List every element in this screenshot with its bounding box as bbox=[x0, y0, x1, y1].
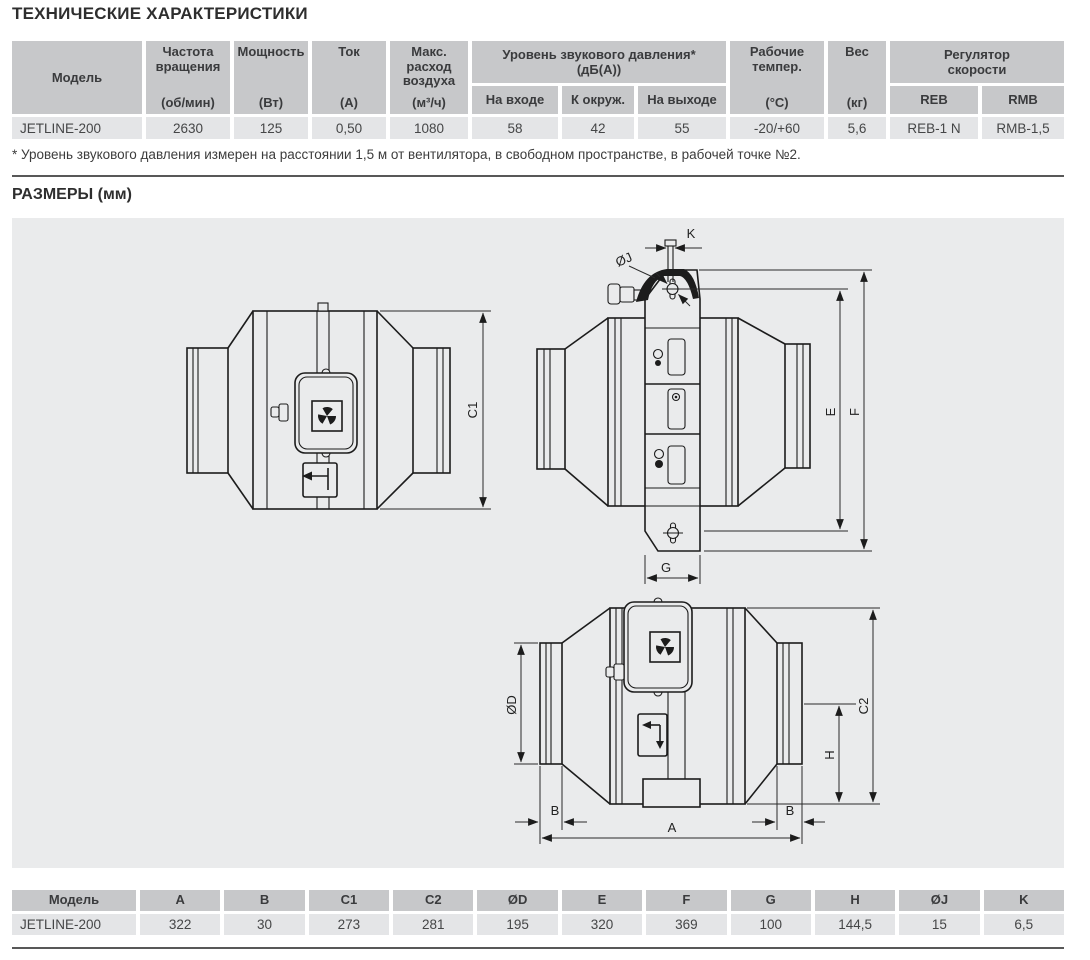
spec-value-weight: 5,6 bbox=[828, 117, 886, 139]
spec-table bbox=[12, 41, 1064, 139]
spec-value-reb: REB-1 N bbox=[890, 117, 978, 139]
spec-value-noise-inlet: 58 bbox=[472, 117, 558, 139]
spec-header-rmb: RMB bbox=[982, 86, 1064, 114]
spec-header-current: Ток (А) bbox=[312, 41, 386, 114]
dimensional-drawings-panel bbox=[12, 218, 1064, 868]
dims-value-e: 320 bbox=[562, 914, 642, 935]
spec-header-regulator-group: Регулятор скорости bbox=[890, 41, 1064, 83]
dims-value-od: 195 bbox=[477, 914, 557, 935]
divider bbox=[12, 175, 1064, 177]
dims-header-oj: ØJ bbox=[899, 890, 979, 911]
dims-header-c2: C2 bbox=[393, 890, 473, 911]
dims-value-c1: 273 bbox=[309, 914, 389, 935]
spec-header-airflow: Макс. расход воздуха (м³/ч) bbox=[390, 41, 468, 114]
drawing-mounting-view bbox=[504, 598, 880, 844]
page bbox=[12, 4, 1064, 949]
spec-value-power: 125 bbox=[234, 117, 308, 139]
dims-header-h: H bbox=[815, 890, 895, 911]
dim-label-e: E bbox=[823, 407, 838, 417]
spec-value-model: JETLINE-200 bbox=[12, 117, 142, 139]
spec-header-noise-group: Уровень звукового давления* (дБ(А)) bbox=[472, 41, 726, 83]
dims-value-a: 322 bbox=[140, 914, 220, 935]
dims-value-h: 144,5 bbox=[815, 914, 895, 935]
spec-value-noise-outlet: 55 bbox=[638, 117, 726, 139]
dims-header-f: F bbox=[646, 890, 726, 911]
dim-label-od: ØD bbox=[504, 695, 519, 715]
dims-header-e: E bbox=[562, 890, 642, 911]
dim-label-g: G bbox=[660, 560, 672, 575]
dim-label-h: H bbox=[822, 750, 837, 760]
spec-header-noise-outlet: На выходе bbox=[638, 86, 726, 114]
dim-label-b-left: B bbox=[550, 803, 560, 818]
dim-label-c1: C1 bbox=[465, 401, 480, 419]
spec-header-weight: Вес (кг) bbox=[828, 41, 886, 114]
dims-header-b: B bbox=[224, 890, 304, 911]
airflow-direction-icon bbox=[638, 714, 667, 756]
dims-header-model: Модель bbox=[12, 890, 136, 911]
spec-header-temp: Рабочие темпер. (°С) bbox=[730, 41, 824, 114]
spec-header-power: Мощность (Вт) bbox=[234, 41, 308, 114]
dims-value-b: 30 bbox=[224, 914, 304, 935]
footnote: * Уровень звукового давления измерен на расстоянии 1,5 м от вентилятора, в свободном пространстве, в рабочей точке №2. bbox=[12, 147, 801, 162]
dims-header-g: G bbox=[731, 890, 811, 911]
dim-label-c2: C2 bbox=[856, 697, 871, 715]
dims-header-c1: C1 bbox=[309, 890, 389, 911]
divider-bottom bbox=[12, 947, 1064, 949]
dims-value-k: 6,5 bbox=[984, 914, 1064, 935]
airflow-direction-icon bbox=[302, 463, 337, 497]
dims-header-a: A bbox=[140, 890, 220, 911]
dims-value-model: JETLINE-200 bbox=[12, 914, 136, 935]
dim-label-k: K bbox=[686, 226, 696, 241]
dim-label-oj: ØJ bbox=[613, 249, 635, 270]
spec-value-noise-ambient: 42 bbox=[562, 117, 634, 139]
spec-header-noise-inlet: На входе bbox=[472, 86, 558, 114]
spec-value-speed: 2630 bbox=[146, 117, 230, 139]
spec-value-current: 0,50 bbox=[312, 117, 386, 139]
spec-header-model: Модель bbox=[12, 41, 142, 114]
spec-header-reb: REB bbox=[890, 86, 978, 114]
drawing-side-view bbox=[187, 303, 491, 509]
dim-label-f: F bbox=[847, 408, 862, 416]
spec-value-airflow: 1080 bbox=[390, 117, 468, 139]
spec-header-noise-ambient: К окруж. bbox=[562, 86, 634, 114]
dimensions-table bbox=[12, 890, 1064, 935]
spec-value-rmb: RMB-1,5 bbox=[982, 117, 1064, 139]
dim-label-a: A bbox=[667, 820, 677, 835]
dims-header-k: K bbox=[984, 890, 1064, 911]
spec-header-speed: Частота вращения (об/мин) bbox=[146, 41, 230, 114]
dim-label-b-right: B bbox=[785, 803, 795, 818]
spec-value-temp: -20/+60 bbox=[730, 117, 824, 139]
dims-value-c2: 281 bbox=[393, 914, 473, 935]
page-title: ТЕХНИЧЕСКИЕ ХАРАКТЕРИСТИКИ bbox=[12, 4, 308, 23]
dims-header-od: ØD bbox=[477, 890, 557, 911]
dimensions-title: РАЗМЕРЫ (мм) bbox=[12, 186, 132, 203]
drawing-bracket-view bbox=[537, 226, 872, 584]
dims-value-g: 100 bbox=[731, 914, 811, 935]
dims-value-oj: 15 bbox=[899, 914, 979, 935]
fan-dimensional-drawing bbox=[12, 218, 1064, 868]
dims-value-f: 369 bbox=[646, 914, 726, 935]
